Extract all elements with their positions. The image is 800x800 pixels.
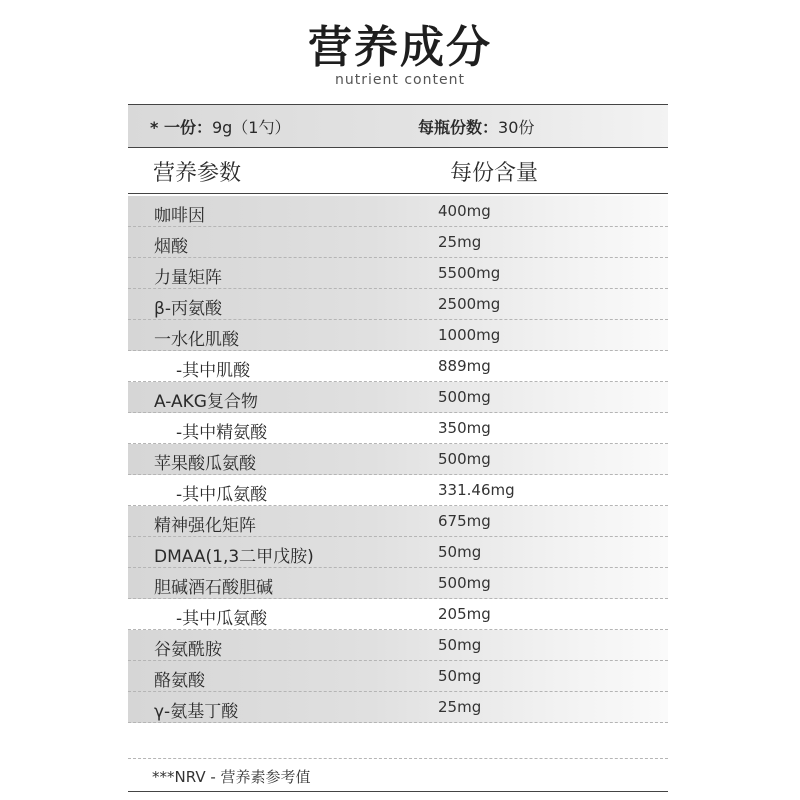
serving-size-value: 9g（1勺） <box>211 117 291 137</box>
nutrient-name: β-丙氨酸 <box>154 299 222 319</box>
table-row <box>128 320 668 351</box>
table-row <box>128 444 668 475</box>
footnote: ***NRV - 营养素参考值 <box>152 768 311 786</box>
nutrient-name: 苹果酸瓜氨酸 <box>154 454 256 474</box>
nutrient-amount: 5500mg <box>438 264 501 282</box>
nutrient-name: 酪氨酸 <box>154 671 205 691</box>
nutrient-amount: 50mg <box>438 667 482 685</box>
nutrient-amount: 1000mg <box>438 326 501 344</box>
nutrient-name: -其中瓜氨酸 <box>176 485 268 505</box>
nutrient-table <box>128 196 668 723</box>
nutrient-amount: 2500mg <box>438 295 501 313</box>
table-row <box>128 196 668 227</box>
footnote-row <box>128 758 668 792</box>
servings-per-container-value: 30份 <box>498 117 535 137</box>
nutrient-name: 咖啡因 <box>154 206 205 226</box>
nutrient-name: 谷氨酰胺 <box>154 640 222 660</box>
table-header <box>128 148 668 194</box>
nutrient-amount: 500mg <box>438 388 491 406</box>
nutrient-name: -其中瓜氨酸 <box>176 609 268 629</box>
table-row <box>128 630 668 661</box>
nutrient-name: DMAA(1,3二甲戊胺) <box>154 547 314 567</box>
table-row <box>128 351 668 382</box>
page-subtitle: nutrient content <box>335 72 465 88</box>
table-row <box>128 475 668 506</box>
table-row <box>128 568 668 599</box>
table-row <box>128 599 668 630</box>
table-row <box>128 289 668 320</box>
nutrient-name: -其中精氨酸 <box>176 423 268 443</box>
table-row <box>128 258 668 289</box>
nutrient-amount: 889mg <box>438 357 491 375</box>
nutrient-name: 胆碱酒石酸胆碱 <box>154 578 273 598</box>
nutrient-amount: 25mg <box>438 233 482 251</box>
nutrient-amount: 331.46mg <box>438 481 515 499</box>
nutrient-amount: 50mg <box>438 543 482 561</box>
nutrient-name: γ-氨基丁酸 <box>154 702 239 722</box>
nutrient-name: 力量矩阵 <box>154 268 222 288</box>
nutrient-amount: 25mg <box>438 698 482 716</box>
serving-size-label: * 一份： <box>150 117 212 137</box>
nutrient-amount: 500mg <box>438 574 491 592</box>
nutrient-amount: 675mg <box>438 512 491 530</box>
serving-info-bar <box>128 104 668 148</box>
table-row <box>128 506 668 537</box>
table-row <box>128 227 668 258</box>
nutrient-name: -其中肌酸 <box>176 361 251 381</box>
nutrient-name: 精神强化矩阵 <box>154 516 256 536</box>
nutrient-amount: 400mg <box>438 202 491 220</box>
nutrient-amount: 205mg <box>438 605 491 623</box>
table-row <box>128 413 668 444</box>
nutrient-name: 一水化肌酸 <box>154 330 239 350</box>
column-header-param: 营养参数 <box>153 161 242 186</box>
nutrient-name: A-AKG复合物 <box>154 392 258 412</box>
servings-per-container-label: 每瓶份数： <box>418 117 499 137</box>
nutrient-amount: 50mg <box>438 636 482 654</box>
serving-size <box>150 115 290 138</box>
nutrient-name: 烟酸 <box>154 237 188 257</box>
page-title: 营养成分 <box>308 22 492 73</box>
table-row <box>128 537 668 568</box>
table-row <box>128 382 668 413</box>
servings-per-container <box>418 115 534 138</box>
column-header-amount: 每份含量 <box>450 161 539 186</box>
table-row <box>128 692 668 723</box>
table-row <box>128 661 668 692</box>
nutrient-amount: 350mg <box>438 419 491 437</box>
nutrient-amount: 500mg <box>438 450 491 468</box>
